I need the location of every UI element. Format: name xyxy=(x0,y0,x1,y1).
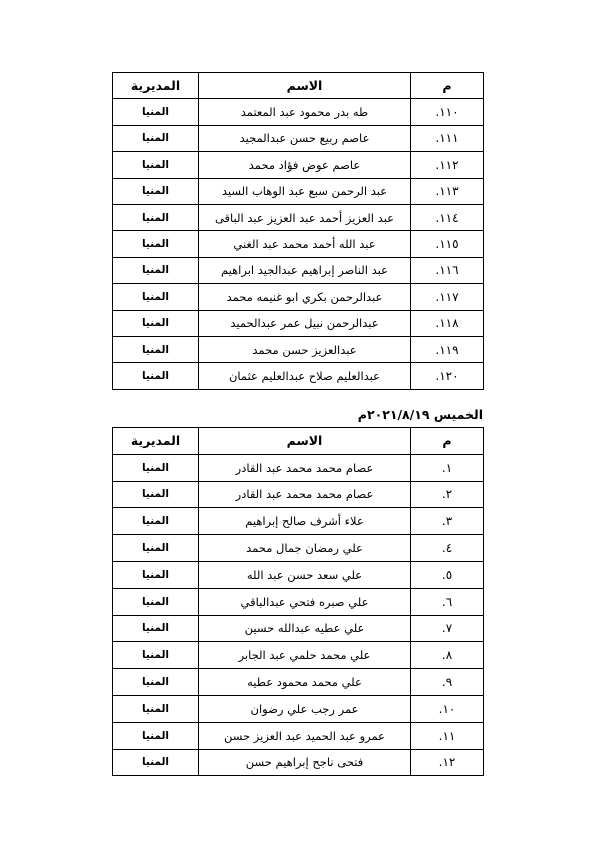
table-row xyxy=(113,588,484,615)
row-directorate: المنيا xyxy=(113,642,199,669)
row-name: عاصم عوض فؤاد محمد xyxy=(199,152,411,178)
header-name: الاسم xyxy=(199,428,411,455)
table-row xyxy=(113,695,484,722)
row-number: ١١٣. xyxy=(411,178,484,204)
table-row xyxy=(113,535,484,562)
row-number: ١٢٠. xyxy=(411,363,484,389)
table-row xyxy=(113,125,484,151)
row-directorate: المنيا xyxy=(113,284,199,310)
table-row xyxy=(113,481,484,508)
section-date-heading: الخميس ٢٠٢١/٨/١٩م xyxy=(357,407,483,422)
row-number: ١١٤. xyxy=(411,204,484,230)
row-name: عبد الله أحمد محمد عبد الغني xyxy=(199,231,411,257)
names-table-1 xyxy=(112,72,484,390)
row-number: ١١٢. xyxy=(411,152,484,178)
row-directorate: المنيا xyxy=(113,508,199,535)
row-name: علاء أشرف صالح إبراهيم xyxy=(199,508,411,535)
row-number: ١١٧. xyxy=(411,284,484,310)
row-directorate: المنيا xyxy=(113,363,199,389)
table-header-row xyxy=(113,428,484,455)
row-number: ٢. xyxy=(411,481,484,508)
row-name: عبد الناصر إبراهيم عبدالجيد ابراهيم xyxy=(199,257,411,283)
header-directorate: المديرية xyxy=(113,73,199,99)
table-row xyxy=(113,363,484,389)
row-name: علي محمد حلمي عبد الجابر xyxy=(199,642,411,669)
row-directorate: المنيا xyxy=(113,588,199,615)
row-directorate: المنيا xyxy=(113,257,199,283)
table-row xyxy=(113,642,484,669)
row-name: فتحى ناجح إبراهيم حسن xyxy=(199,749,411,776)
table-row xyxy=(113,152,484,178)
row-directorate: المنيا xyxy=(113,695,199,722)
table-row xyxy=(113,204,484,230)
header-name: الاسم xyxy=(199,73,411,99)
row-number: ٣. xyxy=(411,508,484,535)
table-row xyxy=(113,231,484,257)
row-directorate: المنيا xyxy=(113,722,199,749)
row-number: ١. xyxy=(411,454,484,481)
row-name: علي صبره فتحي عبدالباقي xyxy=(199,588,411,615)
row-directorate: المنيا xyxy=(113,454,199,481)
row-name: عبد الرحمن سبع عبد الوهاب السيد xyxy=(199,178,411,204)
table-row xyxy=(113,508,484,535)
row-number: ٩. xyxy=(411,669,484,696)
row-number: ١١١. xyxy=(411,125,484,151)
row-name: عصام محمد محمد عبد القادر xyxy=(199,481,411,508)
row-directorate: المنيا xyxy=(113,336,199,362)
names-table-2 xyxy=(112,427,484,776)
table-row xyxy=(113,310,484,336)
row-directorate: المنيا xyxy=(113,535,199,562)
row-number: ٥. xyxy=(411,561,484,588)
table-row xyxy=(113,99,484,125)
table-row xyxy=(113,561,484,588)
row-name: عاصم ربيع حسن عبدالمجيد xyxy=(199,125,411,151)
row-number: ٧. xyxy=(411,615,484,642)
row-name: عمرو عبد الحميد عبد العزيز حسن xyxy=(199,722,411,749)
row-directorate: المنيا xyxy=(113,749,199,776)
table-row xyxy=(113,284,484,310)
row-number: ٤. xyxy=(411,535,484,562)
row-name: عبدالرحمن بكري ابو غنيمه محمد xyxy=(199,284,411,310)
row-number: ١١٩. xyxy=(411,336,484,362)
table-row xyxy=(113,454,484,481)
table-2-body xyxy=(113,454,484,776)
row-directorate: المنيا xyxy=(113,615,199,642)
row-name: علي محمد محمود عطيه xyxy=(199,669,411,696)
row-directorate: المنيا xyxy=(113,310,199,336)
table-1-body xyxy=(113,99,484,389)
table-row xyxy=(113,336,484,362)
row-directorate: المنيا xyxy=(113,152,199,178)
table-row xyxy=(113,178,484,204)
table-row xyxy=(113,749,484,776)
table-header-row xyxy=(113,73,484,99)
row-number: ١١. xyxy=(411,722,484,749)
row-number: ١٢. xyxy=(411,749,484,776)
row-number: ٦. xyxy=(411,588,484,615)
header-number: م xyxy=(411,428,484,455)
row-directorate: المنيا xyxy=(113,178,199,204)
row-name: طه بدر محمود عبد المعتمد xyxy=(199,99,411,125)
row-number: ١١٦. xyxy=(411,257,484,283)
table-row xyxy=(113,257,484,283)
row-number: ١١٠. xyxy=(411,99,484,125)
row-name: عصام محمد محمد عبد القادر xyxy=(199,454,411,481)
row-directorate: المنيا xyxy=(113,231,199,257)
row-name: علي سعد حسن عبد الله xyxy=(199,561,411,588)
row-name: علي عطيه عبدالله حسين xyxy=(199,615,411,642)
row-name: عمر رجب علي رضوان xyxy=(199,695,411,722)
row-number: ٨. xyxy=(411,642,484,669)
row-directorate: المنيا xyxy=(113,481,199,508)
row-directorate: المنيا xyxy=(113,669,199,696)
table-row xyxy=(113,722,484,749)
row-directorate: المنيا xyxy=(113,204,199,230)
row-name: عبدالعزيز حسن محمد xyxy=(199,336,411,362)
header-number: م xyxy=(411,73,484,99)
header-directorate: المديرية xyxy=(113,428,199,455)
row-directorate: المنيا xyxy=(113,561,199,588)
row-number: ١١٥. xyxy=(411,231,484,257)
row-number: ١١٨. xyxy=(411,310,484,336)
row-name: علي رمضان جمال محمد xyxy=(199,535,411,562)
row-directorate: المنيا xyxy=(113,99,199,125)
table-row xyxy=(113,669,484,696)
row-name: عبد العزيز أحمد عبد العزيز عبد الباقى xyxy=(199,204,411,230)
table-row xyxy=(113,615,484,642)
row-name: عبدالعليم صلاح عبدالعليم عثمان xyxy=(199,363,411,389)
row-number: ١٠. xyxy=(411,695,484,722)
row-name: عبدالرحمن نبيل عمر عبدالحميد xyxy=(199,310,411,336)
row-directorate: المنيا xyxy=(113,125,199,151)
